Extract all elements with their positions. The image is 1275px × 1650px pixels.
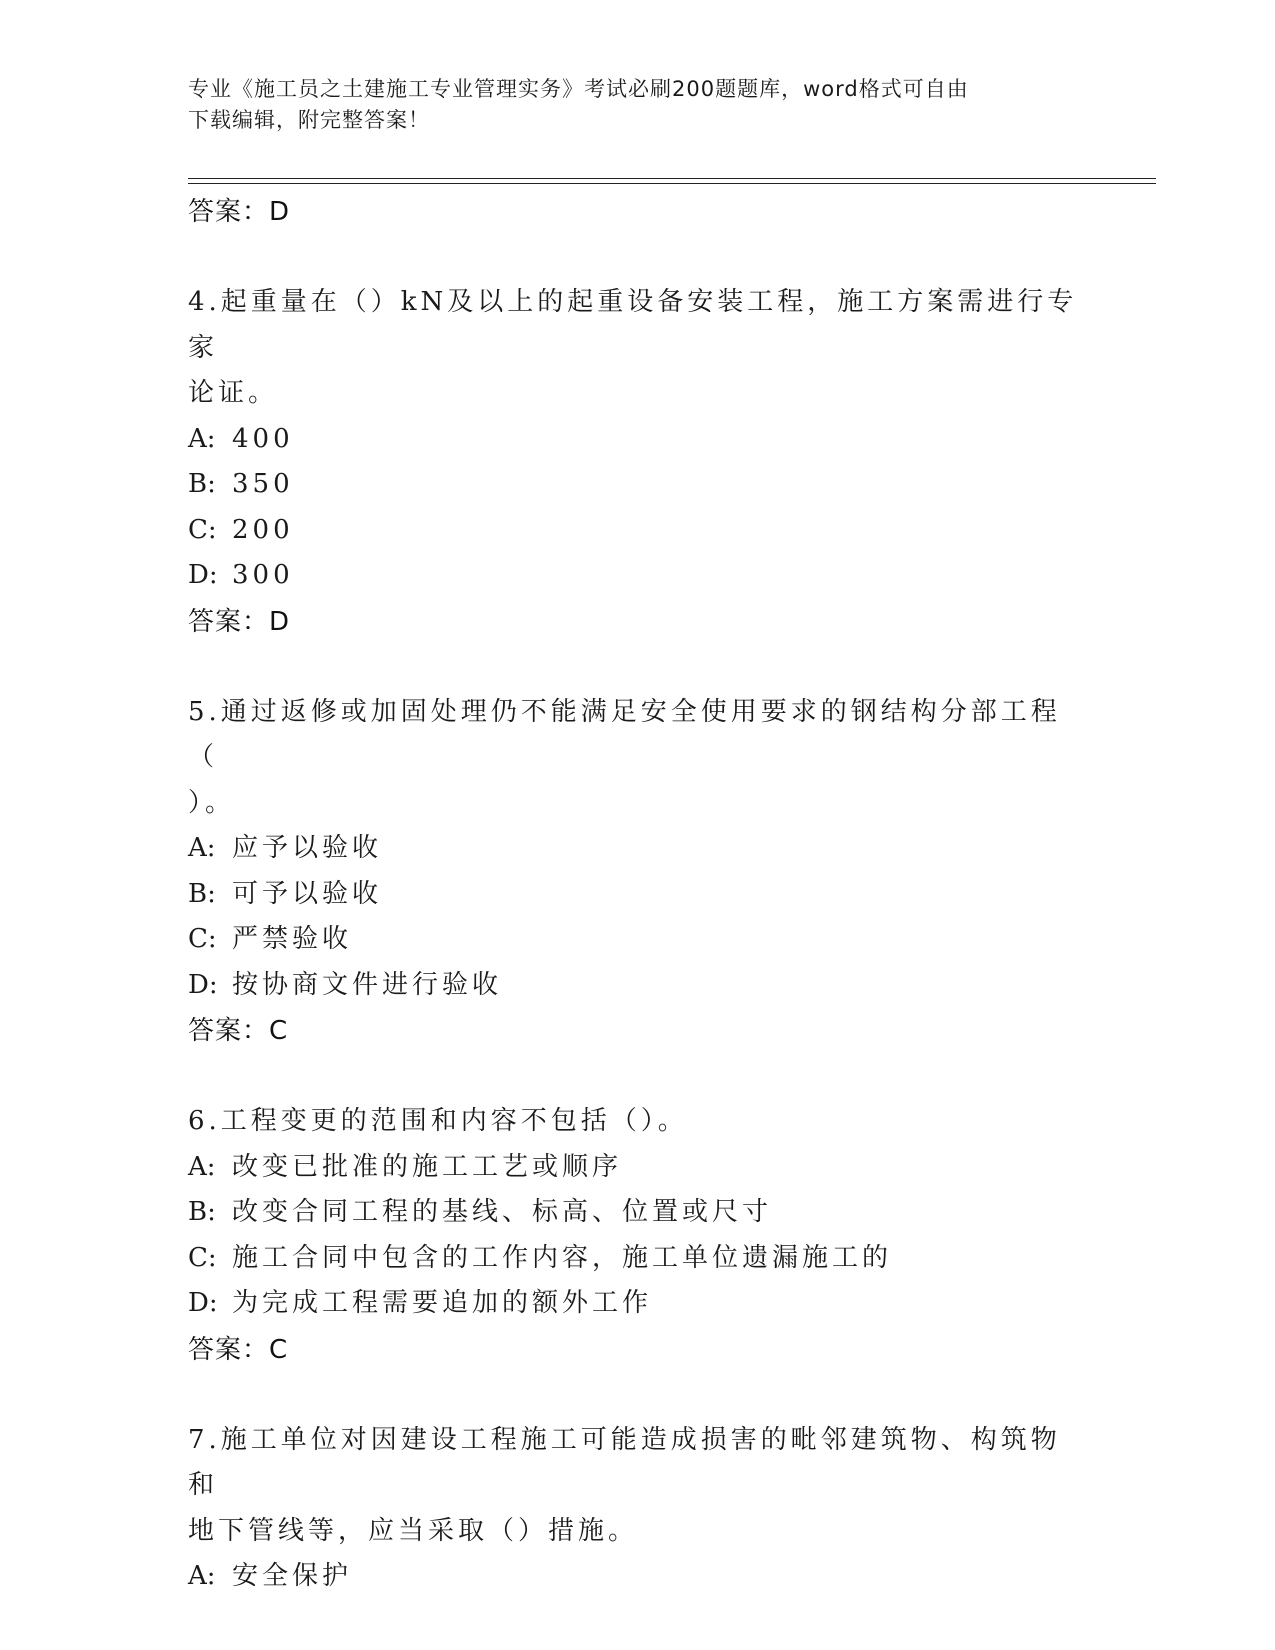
header-divider-bottom [188,183,1156,184]
option-text: 改变已批准的施工工艺或顺序 [232,1151,623,1182]
option-letter: C: [188,514,217,545]
question-stem [188,1099,1078,1145]
option-text: 严禁验收 [232,924,353,954]
stem-line: 6.工程变更的范围和内容不包括（）。 [188,1106,688,1136]
answer-line: 答案：D [188,197,291,227]
option-letter: A: [188,1561,216,1591]
question-stem [188,280,1078,417]
stem-line: 5.通过返修或加固处理仍不能满足安全使用要求的钢结构分部工程（ [188,696,1061,772]
document-header [188,74,1068,136]
option-a [188,826,1078,872]
question-list [188,189,1078,1600]
option-a [188,1145,1078,1191]
option-c [188,1236,1078,1282]
option-letter: A: [188,1151,216,1182]
option-letter: C: [188,924,217,954]
question-4 [188,280,1078,645]
stem-line: 4.起重量在（）kN及以上的起重设备安装工程，施工方案需进行专家 [188,287,1078,363]
option-text: 为完成工程需要追加的额外工作 [232,1288,653,1318]
option-text: 改变合同工程的基线、标高、位置或尺寸 [232,1197,773,1227]
question-6 [188,1099,1078,1373]
option-b [188,462,1078,508]
option-b [188,872,1078,918]
option-d [188,553,1078,599]
header-line-2: 下载编辑，附完整答案！ [188,108,430,132]
question-stem [188,690,1078,827]
option-c [188,917,1078,963]
spacer [188,1373,1078,1418]
header-line-1: 专业《施工员之土建施工专业管理实务》考试必刷200题题库，word格式可自由 [188,77,969,101]
option-letter: C: [188,1242,217,1273]
stem-line: 论证。 [188,378,279,408]
option-d [188,1281,1078,1327]
option-letter: B: [188,1197,216,1227]
option-text: 施工合同中包含的工作内容，施工单位遗漏施工的 [232,1242,893,1273]
option-letter: D: [188,560,218,590]
option-letter: A: [188,833,216,863]
option-text: 可予以验收 [232,878,383,909]
option-b [188,1190,1078,1236]
spacer [188,1054,1078,1099]
option-c [188,508,1078,554]
option-letter: D: [188,1288,218,1318]
option-a [188,1554,1078,1600]
answer-line: 答案：C [188,1016,289,1046]
option-letter: A: [188,423,216,454]
spacer [188,235,1078,280]
option-letter: B: [188,878,216,909]
stem-line: ）。 [188,787,236,818]
question-stem [188,1418,1078,1555]
question-5 [188,690,1078,1055]
option-letter: B: [188,469,216,499]
option-text: 400 [232,423,294,454]
answer-line: 答案：D [188,606,291,637]
option-text: 安全保护 [232,1561,353,1591]
option-text: 300 [232,560,294,590]
option-text: 应予以验收 [232,833,383,863]
option-text: 350 [232,469,294,499]
answer-line: 答案：C [188,1334,289,1365]
option-d [188,963,1078,1009]
option-a [188,417,1078,463]
stem-line: 地下管线等，应当采取（）措施。 [188,1515,639,1546]
option-text: 按协商文件进行验收 [232,969,503,1000]
option-letter: D: [188,969,218,1000]
option-text: 200 [232,514,294,545]
header-divider-top [188,178,1156,179]
question-7 [188,1418,1078,1600]
stem-line: 7.施工单位对因建设工程施工可能造成损害的毗邻建筑物、构筑物和 [188,1424,1061,1500]
spacer [188,645,1078,690]
